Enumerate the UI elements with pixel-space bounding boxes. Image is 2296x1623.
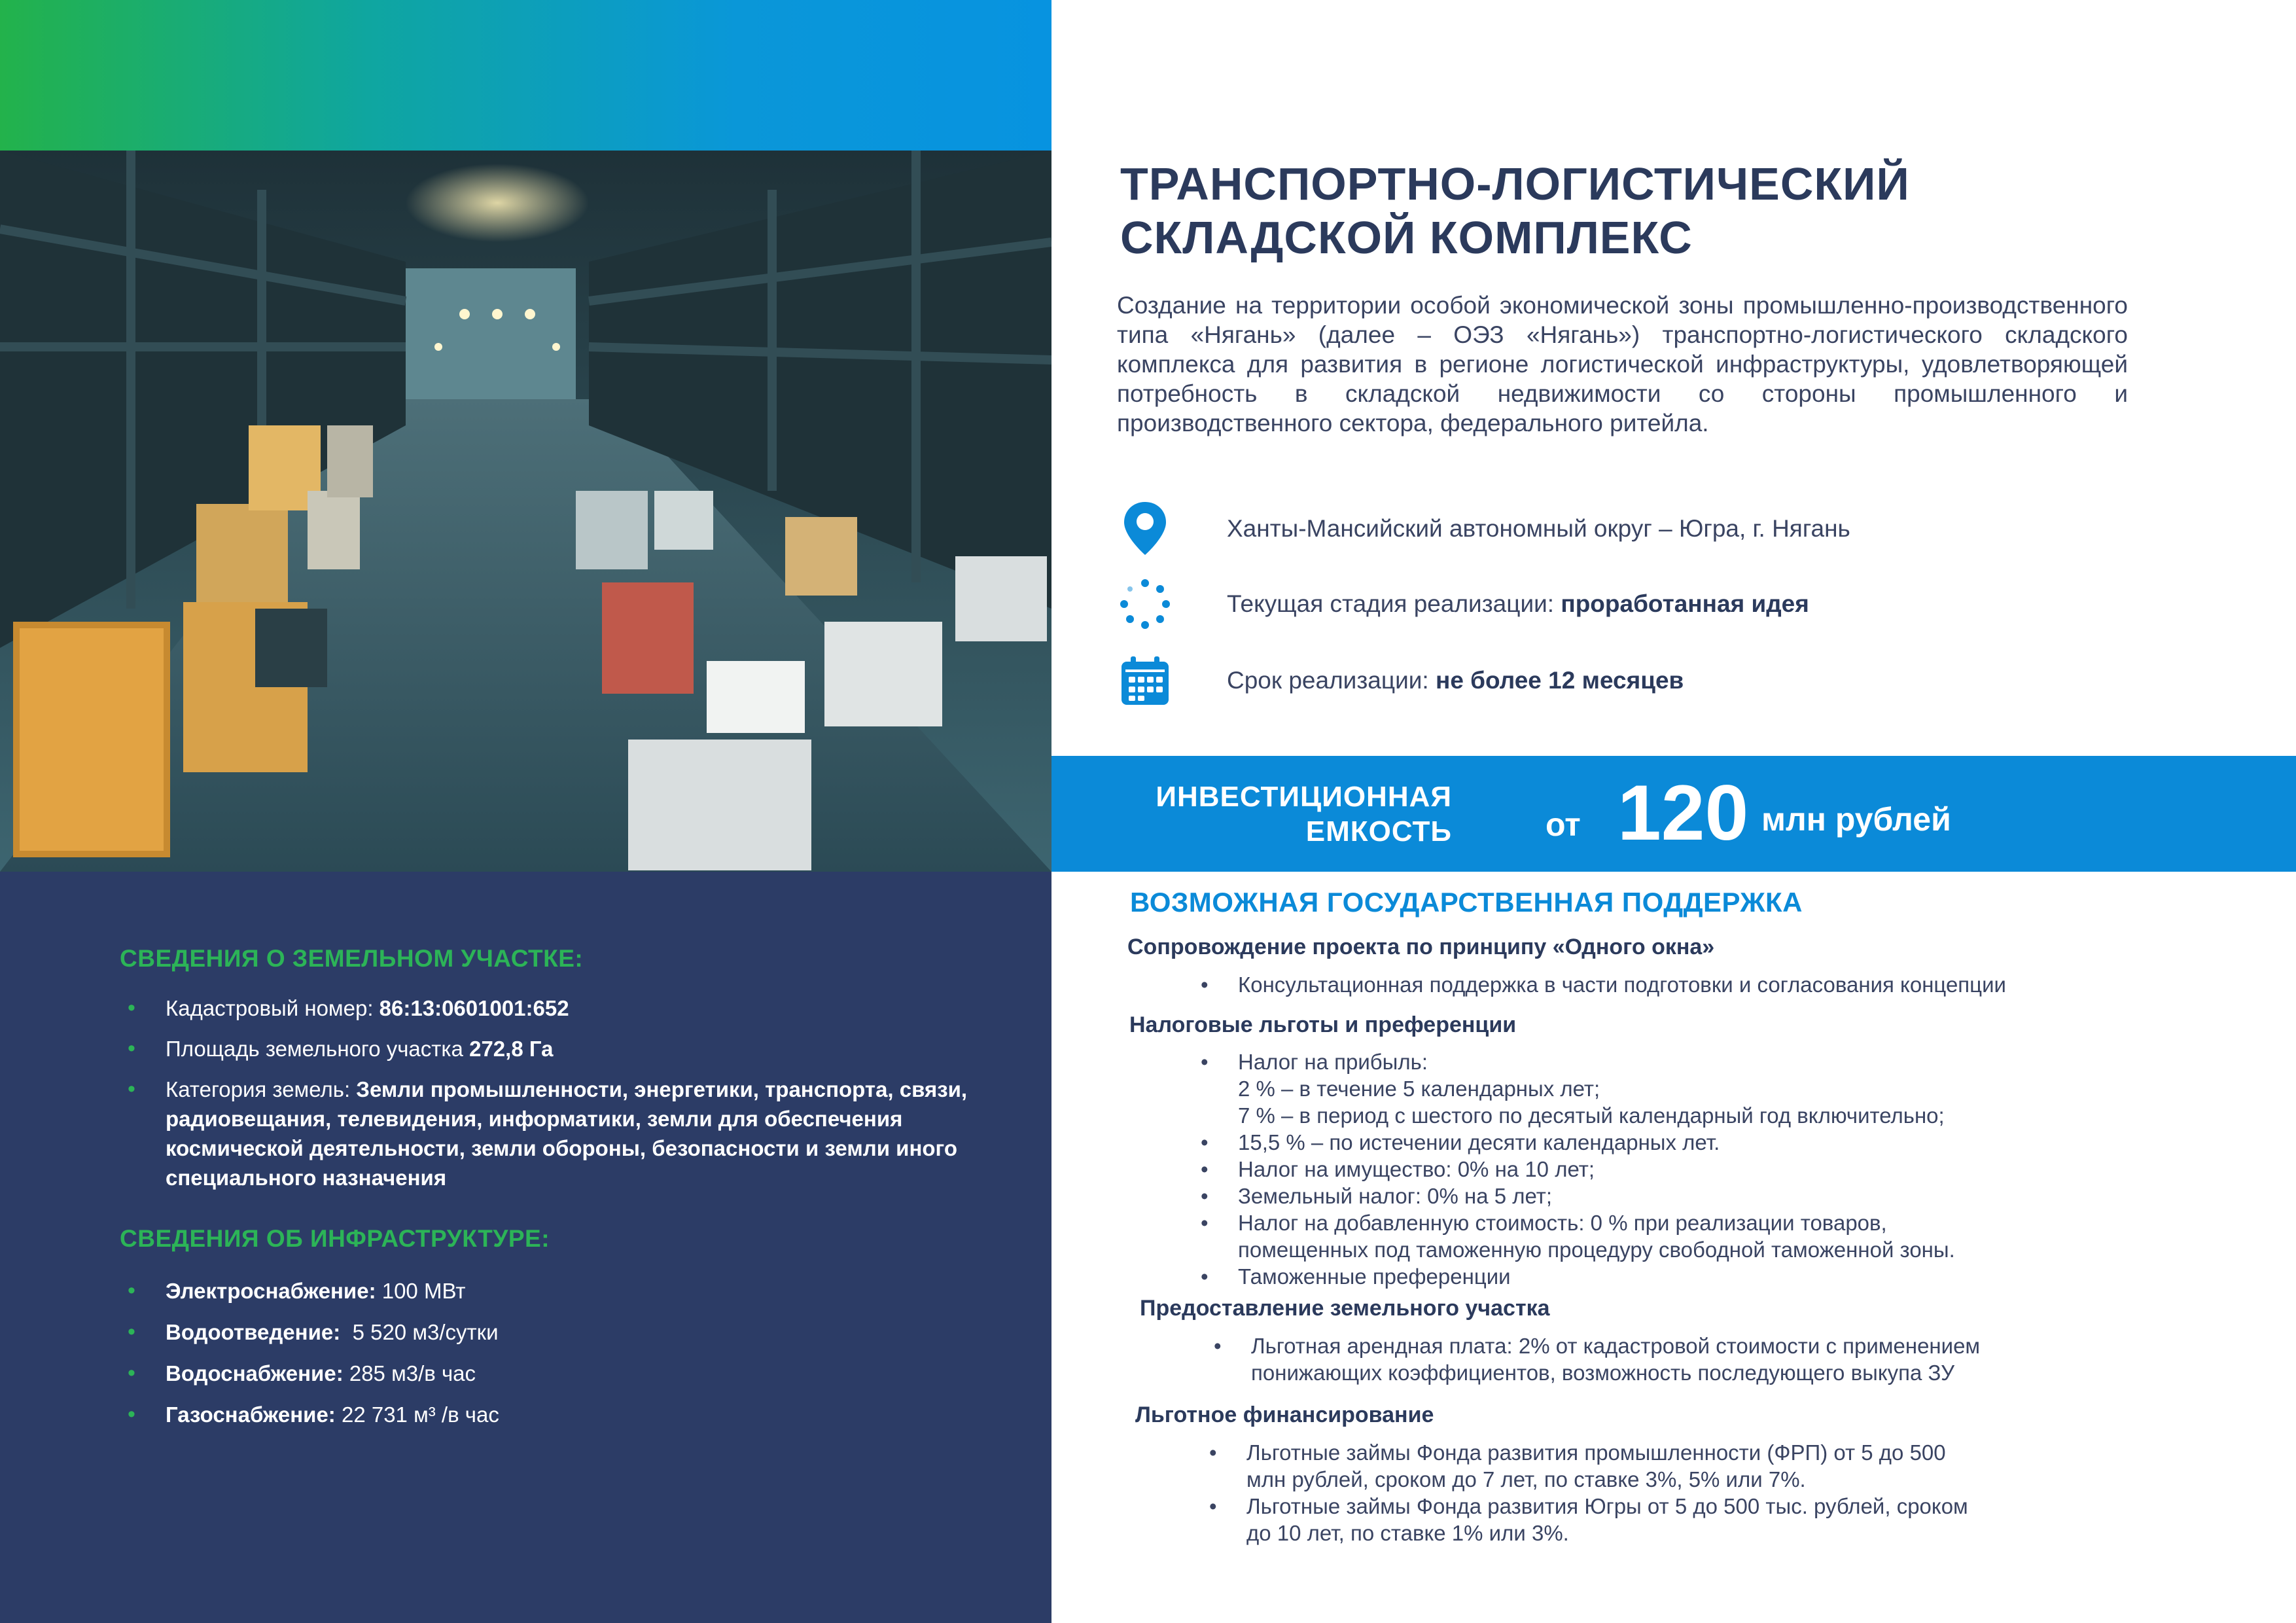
- list-item: • Кадастровый номер: 86:13:0601001:652: [128, 993, 978, 1023]
- page-title: ТРАНСПОРТНО-ЛОГИСТИЧЕСКИЙ СКЛАДСКОЙ КОМПЛЕКС: [1120, 158, 1910, 263]
- list-item: • Льготные займы Фонда развития Югры от 5 до 500 тыс. рублей, сроком до 10 лет, по ставке 1% или 3%.: [1209, 1494, 1968, 1545]
- bullet-icon: •: [128, 995, 135, 1020]
- bullet-icon: •: [128, 1402, 135, 1427]
- one-window-heading: Сопровождение проекта по принципу «Одного окна»: [1127, 935, 1715, 959]
- bullet-icon: •: [128, 1361, 135, 1385]
- list-item: • Газоснабжение: 22 731 м³ /в час: [128, 1400, 499, 1429]
- list-item: • Налог на добавленную стоимость: 0 % при реализации товаров, помещенных под таможенную процедуру свободной таможенной зоны.: [1201, 1211, 1955, 1262]
- left-column: [0, 0, 1051, 1623]
- land-section-title: СВЕДЕНИЯ О ЗЕМЕЛЬНОМ УЧАСТКЕ:: [120, 945, 584, 972]
- bullet-icon: •: [128, 1319, 135, 1344]
- location-text: Ханты-Мансийский автономный округ – Югра, г. Нягань: [1227, 514, 1850, 542]
- infrastructure-list: [128, 1276, 499, 1441]
- bullet-icon: •: [128, 1278, 135, 1303]
- land-list: [128, 993, 978, 1204]
- list-item: • Таможенные преференции: [1201, 1264, 1511, 1289]
- bullet-icon: •: [1209, 1494, 1217, 1518]
- bullet-icon: •: [1201, 1130, 1209, 1154]
- bullet-icon: •: [128, 1036, 135, 1061]
- land-provision-heading: Предоставление земельного участка: [1140, 1296, 1550, 1321]
- infrastructure-section-title: СВЕДЕНИЯ ОБ ИНФРАСТРУКТУРЕ:: [120, 1225, 550, 1252]
- bullet-icon: •: [1201, 1264, 1209, 1289]
- list-item: • Земельный налог: 0% на 5 лет;: [1201, 1184, 1553, 1208]
- list-item: • Консультационная поддержка в части подготовки и согласования концепции: [1201, 972, 2006, 997]
- list-item: • Льготные займы Фонда развития промышленности (ФРП) от 5 до 500 млн рублей, сроком до 7 лет, по ставке 3%, 5% или 7%.: [1209, 1440, 1946, 1491]
- investment-amount: 120: [1617, 769, 1749, 857]
- bullet-icon: •: [1214, 1334, 1222, 1358]
- tax-list: [1201, 1048, 1955, 1290]
- bullet-icon: •: [1201, 1050, 1209, 1074]
- tax-heading: Налоговые льготы и преференции: [1129, 1012, 1517, 1037]
- list-item: • Налог на прибыль: 2 % – в течение 5 календарных лет; 7 % – в период с шестого по десятый календарный год включительно;: [1201, 1050, 1945, 1128]
- list-item: • Водоотведение: 5 520 м3/сутки: [128, 1317, 499, 1347]
- location-pin-icon: [1117, 501, 1173, 556]
- list-item: • Площадь земельного участка 272,8 Га: [128, 1034, 978, 1063]
- list-item: • Льготная арендная плата: 2% от кадастровой стоимости с применением понижающих коэффициентов, возможность последующего выкупа ЗУ: [1214, 1334, 1981, 1385]
- location-row: [1117, 501, 1850, 556]
- term-text: Срок реализации: не более 12 месяцев: [1227, 666, 1684, 694]
- land-provision-list: [1214, 1332, 1980, 1386]
- support-section-title: ВОЗМОЖНАЯ ГОСУДАРСТВЕННАЯ ПОДДЕРЖКА: [1130, 887, 1803, 918]
- bullet-icon: •: [1209, 1440, 1217, 1465]
- list-item: • Электроснабжение: 100 МВт: [128, 1276, 499, 1306]
- investment-unit: млн рублей: [1761, 801, 1951, 838]
- gradient-header-bar: [0, 0, 1051, 151]
- bullet-icon: •: [1201, 1211, 1209, 1235]
- investment-from: от: [1545, 806, 1581, 843]
- bullet-icon: •: [1201, 972, 1209, 997]
- investment-banner: [1051, 756, 2296, 872]
- stage-text: Текущая стадия реализации: проработанная идея: [1227, 590, 1809, 617]
- one-window-list: [1201, 971, 2006, 998]
- investment-label: ИНВЕСТИЦИОННАЯ ЕМКОСТЬ: [1156, 781, 1452, 847]
- list-item: • Категория земель: Земли промышленности, энергетики, транспорта, связи, радиовещания, телевидения, информатики, земли для обеспечения космической деятельности, земли обороны, безопасности и земли иного специального назначения: [128, 1075, 978, 1192]
- list-item: • Водоснабжение: 285 м3/в час: [128, 1359, 499, 1388]
- list-item: • Налог на имущество: 0% на 10 лет;: [1201, 1157, 1595, 1181]
- bullet-icon: •: [1201, 1184, 1209, 1208]
- loading-dots-icon: [1117, 576, 1173, 632]
- warehouse-photo: [0, 151, 1051, 872]
- bullet-icon: •: [128, 1077, 135, 1101]
- calendar-icon: [1117, 652, 1173, 708]
- bullet-icon: •: [1201, 1157, 1209, 1181]
- financing-heading: Льготное финансирование: [1135, 1402, 1434, 1427]
- project-description: Создание на территории особой экономической зоны промышленно-производственного типа «Нягань» (далее – ОЭЗ «Нягань») транспортно-логистического складского комплекса для развития в регионе логистической инфраструктуры, удовлетворяющей потребность в складской недвижимости со стороны промышленного и производственного сектора, федерального ритейла.: [1117, 292, 2128, 437]
- stage-row: [1117, 576, 1809, 632]
- list-item: • 15,5 % – по истечении десяти календарных лет.: [1201, 1130, 1720, 1154]
- financing-list: [1209, 1439, 1968, 1546]
- term-row: [1117, 652, 1684, 708]
